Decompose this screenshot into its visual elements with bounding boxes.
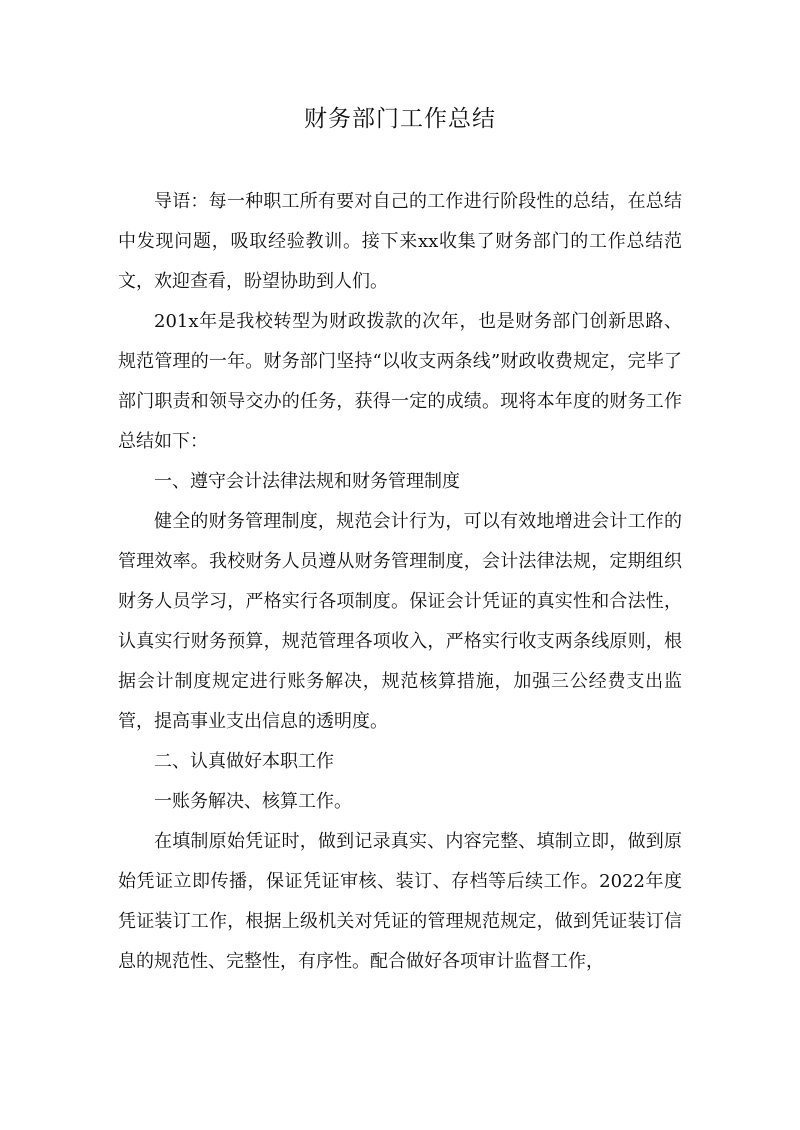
document-title: 财务部门工作总结: [304, 106, 496, 132]
subsection-1-paragraph: 在填制原始凭证时，做到记录真实、内容完整、填制立即，做到原始凭证立即传播，保证凭证审核、装订、存档等后续工作。2022年度凭证装订工作，根据上级机关对凭证的管理规范规定，做到凭证装订信息的规范性、完整性，有序性。配合做好各项审计监督工作，: [118, 831, 682, 972]
intro-paragraph: 导语：每一种职工所有要对自己的工作进行阶段性的总结，在总结中发现问题，吸取经验教训。接下来xx收集了财务部门的工作总结范文，欢迎查看，盼望协助到人们。: [118, 191, 682, 292]
section-1-paragraph: 健全的财务管理制度，规范会计行为，可以有效地增进会计工作的管理效率。我校财务人员遵从财务管理制度，会计法律法规，定期组织财务人员学习，严格实行各项制度。保证会计凭证的真实性和合法性，认真实行财务预算，规范管理各项收入，严格实行收支两条线原则，根据会计制度规定进行账务解决，规范核算措施，加强三公经费支出监管，提高事业支出信息的透明度。: [118, 511, 682, 732]
subsection-heading-1: 一账务解决、核算工作。: [154, 791, 352, 812]
section-heading-1: 一、遵守会计法律法规和财务管理制度: [154, 471, 460, 492]
overview-paragraph: 201x年是我校转型为财政拨款的次年，也是财务部门创新思路、规范管理的一年。财务部门坚持“以收支两条线”财政收费规定，完毕了部门职责和领导交办的任务，获得一定的成绩。现将本年度的财务工作总结如下：: [118, 311, 682, 452]
document-body: [118, 182, 682, 982]
section-heading-2: 二、认真做好本职工作: [154, 751, 334, 772]
